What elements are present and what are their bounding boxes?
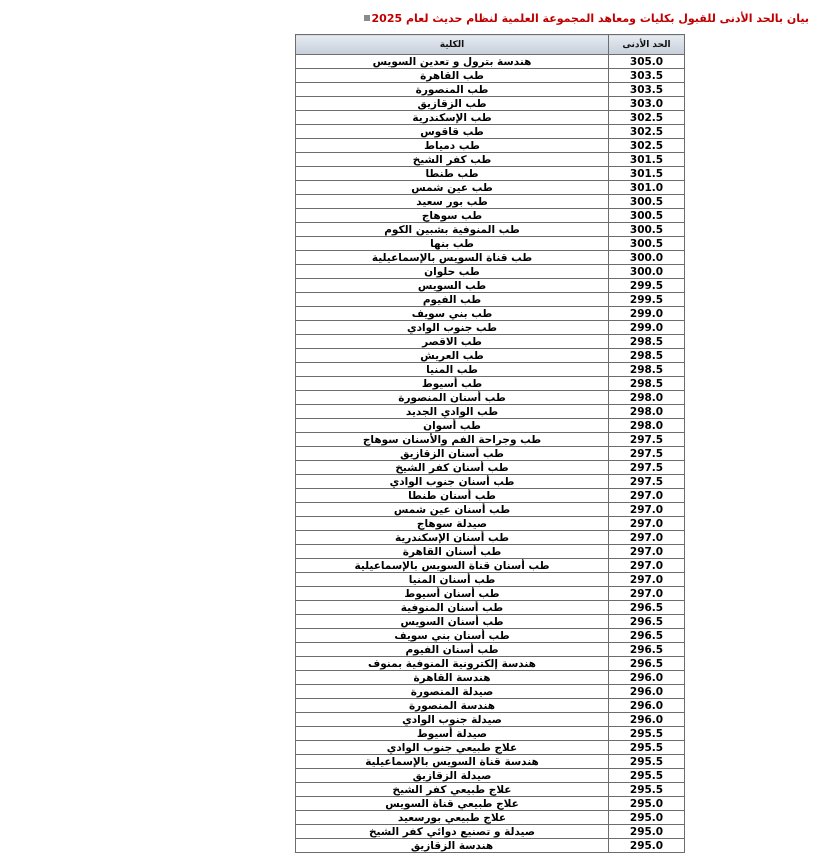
college-name-cell: هندسة قناة السويس بالإسماعيلية bbox=[296, 755, 609, 769]
min-score-cell: 297.5 bbox=[609, 447, 685, 461]
min-score-cell: 295.0 bbox=[609, 839, 685, 853]
table-row bbox=[296, 433, 685, 447]
min-score-cell: 297.0 bbox=[609, 559, 685, 573]
min-score-cell: 296.5 bbox=[609, 643, 685, 657]
min-score-cell: 298.5 bbox=[609, 363, 685, 377]
table-row bbox=[296, 839, 685, 853]
college-name-cell: طب أسنان المنيا bbox=[296, 573, 609, 587]
table-row bbox=[296, 377, 685, 391]
min-score-cell: 296.0 bbox=[609, 685, 685, 699]
min-score-cell: 297.0 bbox=[609, 545, 685, 559]
college-name-cell: طب أسنان جنوب الوادي bbox=[296, 475, 609, 489]
min-score-cell: 298.0 bbox=[609, 405, 685, 419]
results-table-container bbox=[295, 34, 684, 853]
table-row bbox=[296, 153, 685, 167]
college-name-cell: طب طنطا bbox=[296, 167, 609, 181]
min-score-cell: 297.0 bbox=[609, 489, 685, 503]
min-score-cell: 296.5 bbox=[609, 657, 685, 671]
min-score-cell: 300.5 bbox=[609, 237, 685, 251]
min-score-cell: 303.5 bbox=[609, 83, 685, 97]
table-row bbox=[296, 503, 685, 517]
min-score-cell: 295.0 bbox=[609, 797, 685, 811]
college-name-cell: طب أسوان bbox=[296, 419, 609, 433]
table-row bbox=[296, 517, 685, 531]
min-score-cell: 296.5 bbox=[609, 601, 685, 615]
table-row bbox=[296, 69, 685, 83]
results-table bbox=[295, 34, 685, 853]
college-name-cell: طب أسنان الزقازيق bbox=[296, 447, 609, 461]
square-bullet-icon bbox=[364, 15, 370, 21]
min-score-cell: 295.5 bbox=[609, 769, 685, 783]
min-score-cell: 300.5 bbox=[609, 223, 685, 237]
table-row bbox=[296, 545, 685, 559]
min-score-cell: 300.5 bbox=[609, 209, 685, 223]
table-row bbox=[296, 335, 685, 349]
min-score-cell: 295.5 bbox=[609, 755, 685, 769]
college-name-cell: طب بور سعيد bbox=[296, 195, 609, 209]
title-row bbox=[358, 8, 809, 28]
table-row bbox=[296, 195, 685, 209]
table-row bbox=[296, 349, 685, 363]
college-name-cell: طب أسنان القاهرة bbox=[296, 545, 609, 559]
table-row bbox=[296, 97, 685, 111]
college-name-cell: صيدلة المنصورة bbox=[296, 685, 609, 699]
min-score-cell: 300.0 bbox=[609, 265, 685, 279]
table-row bbox=[296, 559, 685, 573]
min-score-cell: 300.0 bbox=[609, 251, 685, 265]
college-name-cell: طب جنوب الوادي bbox=[296, 321, 609, 335]
min-score-cell: 302.5 bbox=[609, 139, 685, 153]
min-score-cell: 300.5 bbox=[609, 195, 685, 209]
college-name-cell: طب المنيا bbox=[296, 363, 609, 377]
college-name-cell: هندسة المنصورة bbox=[296, 699, 609, 713]
college-name-cell: طب العريش bbox=[296, 349, 609, 363]
college-name-cell: طب أسنان المنوفية bbox=[296, 601, 609, 615]
table-row bbox=[296, 447, 685, 461]
table-row bbox=[296, 293, 685, 307]
min-score-cell: 298.5 bbox=[609, 335, 685, 349]
college-name-cell: طب أسنان أسيوط bbox=[296, 587, 609, 601]
college-name-cell: طب أسنان المنصورة bbox=[296, 391, 609, 405]
min-score-cell: 296.0 bbox=[609, 671, 685, 685]
table-row bbox=[296, 587, 685, 601]
column-header-college: الكلية bbox=[296, 35, 609, 55]
min-score-cell: 296.5 bbox=[609, 629, 685, 643]
min-score-cell: 297.0 bbox=[609, 503, 685, 517]
college-name-cell: طب كفر الشيخ bbox=[296, 153, 609, 167]
table-row bbox=[296, 741, 685, 755]
college-name-cell: هندسة إلكترونية المنوفية بمنوف bbox=[296, 657, 609, 671]
college-name-cell: طب بنها bbox=[296, 237, 609, 251]
min-score-cell: 295.5 bbox=[609, 783, 685, 797]
table-header-row bbox=[296, 35, 685, 55]
college-name-cell: طب قناة السويس بالإسماعيلية bbox=[296, 251, 609, 265]
table-row bbox=[296, 209, 685, 223]
table-row bbox=[296, 671, 685, 685]
college-name-cell: طب أسنان قناة السويس بالإسماعيلية bbox=[296, 559, 609, 573]
min-score-cell: 299.5 bbox=[609, 279, 685, 293]
table-row bbox=[296, 55, 685, 69]
table-row bbox=[296, 419, 685, 433]
min-score-cell: 301.5 bbox=[609, 167, 685, 181]
college-name-cell: طب سوهاج bbox=[296, 209, 609, 223]
min-score-cell: 298.0 bbox=[609, 391, 685, 405]
table-row bbox=[296, 643, 685, 657]
college-name-cell: صيدلة جنوب الوادي bbox=[296, 713, 609, 727]
table-row bbox=[296, 811, 685, 825]
college-name-cell: طب أسنان الفيوم bbox=[296, 643, 609, 657]
min-score-cell: 297.0 bbox=[609, 517, 685, 531]
min-score-cell: 297.5 bbox=[609, 461, 685, 475]
table-row bbox=[296, 531, 685, 545]
min-score-cell: 303.5 bbox=[609, 69, 685, 83]
college-name-cell: صيدلة و تصنيع دوائي كفر الشيخ bbox=[296, 825, 609, 839]
min-score-cell: 296.5 bbox=[609, 615, 685, 629]
table-body bbox=[296, 55, 685, 853]
college-name-cell: طب أسنان كفر الشيخ bbox=[296, 461, 609, 475]
college-name-cell: طب عين شمس bbox=[296, 181, 609, 195]
college-name-cell: طب أسنان طنطا bbox=[296, 489, 609, 503]
college-name-cell: طب أسيوط bbox=[296, 377, 609, 391]
table-row bbox=[296, 265, 685, 279]
table-row bbox=[296, 279, 685, 293]
min-score-cell: 295.0 bbox=[609, 811, 685, 825]
college-name-cell: هندسة الزقازيق bbox=[296, 839, 609, 853]
table-row bbox=[296, 573, 685, 587]
table-row bbox=[296, 699, 685, 713]
min-score-cell: 295.5 bbox=[609, 741, 685, 755]
college-name-cell: صيدلة سوهاج bbox=[296, 517, 609, 531]
college-name-cell: طب الفيوم bbox=[296, 293, 609, 307]
table-row bbox=[296, 783, 685, 797]
table-row bbox=[296, 251, 685, 265]
min-score-cell: 297.5 bbox=[609, 433, 685, 447]
min-score-cell: 302.5 bbox=[609, 125, 685, 139]
table-row bbox=[296, 475, 685, 489]
min-score-cell: 301.0 bbox=[609, 181, 685, 195]
table-row bbox=[296, 727, 685, 741]
college-name-cell: طب الزقازيق bbox=[296, 97, 609, 111]
college-name-cell: طب وجراحة الفم والأسنان سوهاج bbox=[296, 433, 609, 447]
table-row bbox=[296, 83, 685, 97]
college-name-cell: صيدلة الزقازيق bbox=[296, 769, 609, 783]
table-row bbox=[296, 125, 685, 139]
college-name-cell: طب السويس bbox=[296, 279, 609, 293]
min-score-cell: 297.5 bbox=[609, 475, 685, 489]
min-score-cell: 298.0 bbox=[609, 419, 685, 433]
college-name-cell: طب حلوان bbox=[296, 265, 609, 279]
min-score-cell: 296.0 bbox=[609, 699, 685, 713]
min-score-cell: 299.5 bbox=[609, 293, 685, 307]
table-row bbox=[296, 685, 685, 699]
college-name-cell: علاج طبيعي بورسعيد bbox=[296, 811, 609, 825]
min-score-cell: 297.0 bbox=[609, 587, 685, 601]
min-score-cell: 297.0 bbox=[609, 573, 685, 587]
min-score-cell: 299.0 bbox=[609, 307, 685, 321]
table-row bbox=[296, 363, 685, 377]
college-name-cell: طب بني سويف bbox=[296, 307, 609, 321]
college-name-cell: علاج طبيعي كفر الشيخ bbox=[296, 783, 609, 797]
table-row bbox=[296, 307, 685, 321]
table-row bbox=[296, 237, 685, 251]
table-row bbox=[296, 755, 685, 769]
table-row bbox=[296, 601, 685, 615]
table-row bbox=[296, 405, 685, 419]
min-score-cell: 298.5 bbox=[609, 349, 685, 363]
page-title: بيان بالحد الأدنى للقبول بكليات ومعاهد المجموعة العلمية لنظام حديث لعام 2025 bbox=[371, 11, 809, 25]
college-name-cell: طب قاقوس bbox=[296, 125, 609, 139]
table-row bbox=[296, 321, 685, 335]
min-score-cell: 305.0 bbox=[609, 55, 685, 69]
min-score-cell: 298.5 bbox=[609, 377, 685, 391]
college-name-cell: طب أسنان السويس bbox=[296, 615, 609, 629]
min-score-cell: 296.0 bbox=[609, 713, 685, 727]
college-name-cell: علاج طبيعي قناة السويس bbox=[296, 797, 609, 811]
table-row bbox=[296, 629, 685, 643]
college-name-cell: طب أسنان عين شمس bbox=[296, 503, 609, 517]
table-row bbox=[296, 461, 685, 475]
college-name-cell: علاج طبيعي جنوب الوادي bbox=[296, 741, 609, 755]
min-score-cell: 295.0 bbox=[609, 825, 685, 839]
column-header-min-score: الحد الأدنى bbox=[609, 35, 685, 55]
college-name-cell: طب دمياط bbox=[296, 139, 609, 153]
college-name-cell: هندسة بترول و تعدين السويس bbox=[296, 55, 609, 69]
college-name-cell: طب الوادي الجديد bbox=[296, 405, 609, 419]
table-row bbox=[296, 657, 685, 671]
table-row bbox=[296, 181, 685, 195]
min-score-cell: 301.5 bbox=[609, 153, 685, 167]
table-row bbox=[296, 825, 685, 839]
table-row bbox=[296, 391, 685, 405]
min-score-cell: 302.5 bbox=[609, 111, 685, 125]
table-row bbox=[296, 797, 685, 811]
college-name-cell: طب الإسكندرية bbox=[296, 111, 609, 125]
college-name-cell: طب أسنان الإسكندرية bbox=[296, 531, 609, 545]
table-row bbox=[296, 139, 685, 153]
college-name-cell: طب المنوفية بشبين الكوم bbox=[296, 223, 609, 237]
college-name-cell: طب أسنان بني سويف bbox=[296, 629, 609, 643]
college-name-cell: صيدلة أسيوط bbox=[296, 727, 609, 741]
table-row bbox=[296, 489, 685, 503]
min-score-cell: 303.0 bbox=[609, 97, 685, 111]
table-row bbox=[296, 615, 685, 629]
table-row bbox=[296, 223, 685, 237]
min-score-cell: 297.0 bbox=[609, 531, 685, 545]
college-name-cell: طب المنصورة bbox=[296, 83, 609, 97]
min-score-cell: 299.0 bbox=[609, 321, 685, 335]
college-name-cell: هندسة القاهرة bbox=[296, 671, 609, 685]
table-row bbox=[296, 769, 685, 783]
college-name-cell: طب الاقصر bbox=[296, 335, 609, 349]
min-score-cell: 295.5 bbox=[609, 727, 685, 741]
college-name-cell: طب القاهرة bbox=[296, 69, 609, 83]
table-row bbox=[296, 111, 685, 125]
table-row bbox=[296, 713, 685, 727]
table-row bbox=[296, 167, 685, 181]
